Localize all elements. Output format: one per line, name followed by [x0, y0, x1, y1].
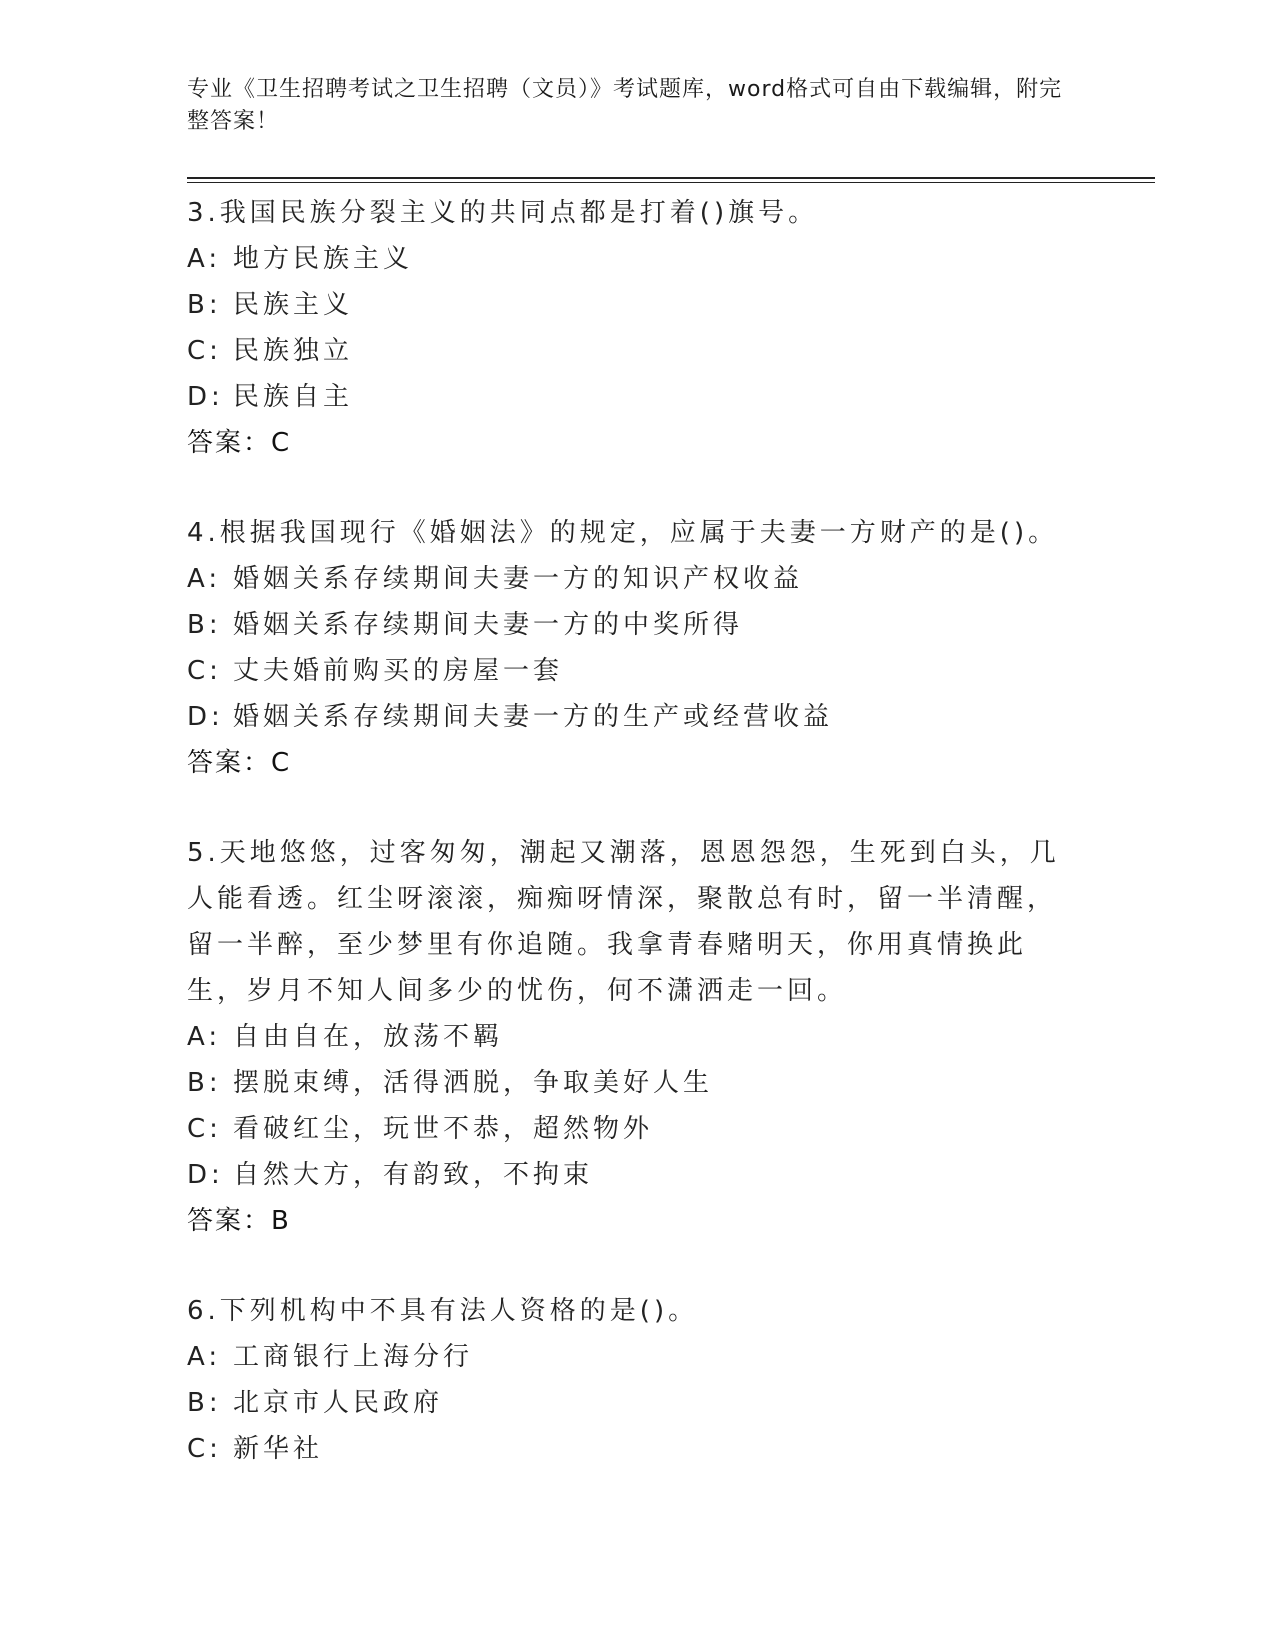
option-text: 婚姻关系存续期间夫妻一方的知识产权收益	[233, 564, 804, 594]
option-key: B:	[187, 1388, 222, 1418]
option-text: 新华社	[233, 1434, 324, 1464]
option-key: A:	[187, 564, 222, 594]
option-a	[187, 556, 1067, 602]
option-text: 婚姻关系存续期间夫妻一方的生产或经营收益	[233, 702, 834, 732]
header-divider-thin	[187, 182, 1155, 183]
option-b	[187, 602, 1067, 648]
option-key: B:	[187, 290, 222, 320]
option-a	[187, 1334, 1067, 1380]
question-stem: 6.下列机构中不具有法人资格的是()。	[187, 1296, 699, 1326]
option-text: 自由自在，放荡不羁	[233, 1022, 504, 1052]
option-text: 看破红尘，玩世不恭，超然物外	[233, 1114, 654, 1144]
option-b	[187, 1380, 1067, 1426]
option-d	[187, 1152, 1067, 1198]
option-text: 丈夫婚前购买的房屋一套	[233, 656, 564, 686]
answer-line: 答案：C	[187, 428, 292, 458]
answer-line: 答案：C	[187, 748, 292, 778]
option-text: 民族独立	[233, 336, 354, 366]
option-text: 摆脱束缚，活得洒脱，争取美好人生	[233, 1068, 714, 1098]
option-c	[187, 1426, 1067, 1472]
option-b	[187, 282, 1067, 328]
header-divider-thick	[187, 177, 1155, 179]
question-4	[187, 510, 1067, 786]
option-key: C:	[187, 336, 222, 366]
option-text: 北京市人民政府	[233, 1388, 444, 1418]
option-c	[187, 1106, 1067, 1152]
question-6	[187, 1288, 1067, 1472]
option-c	[187, 328, 1067, 374]
document-header: 专业《卫生招聘考试之卫生招聘（文员）》考试题库，word格式可自由下载编辑，附完整答案！	[187, 77, 1063, 134]
option-key: D:	[187, 1160, 224, 1190]
option-text: 民族自主	[233, 382, 354, 412]
option-c	[187, 648, 1067, 694]
option-key: A:	[187, 244, 222, 274]
option-d	[187, 694, 1067, 740]
option-key: B:	[187, 610, 222, 640]
question-stem: 4.根据我国现行《婚姻法》的规定，应属于夫妻一方财产的是()。	[187, 518, 1059, 548]
option-text: 工商银行上海分行	[233, 1342, 474, 1372]
question-list	[187, 190, 1067, 1516]
question-3	[187, 190, 1067, 466]
option-key: A:	[187, 1342, 222, 1372]
option-key: C:	[187, 1434, 222, 1464]
option-key: D:	[187, 382, 224, 412]
answer-line: 答案：B	[187, 1206, 291, 1236]
question-stem: 5.天地悠悠，过客匆匆，潮起又潮落，恩恩怨怨，生死到白头，几人能看透。红尘呀滚滚，痴痴呀情深，聚散总有时，留一半清醒，留一半醉，至少梦里有你追随。我拿青春赌明天，你用真情换此生，岁月不知人间多少的忧伤，何不潇洒走一回。	[187, 838, 1060, 1006]
option-key: B:	[187, 1068, 222, 1098]
option-b	[187, 1060, 1067, 1106]
option-key: A:	[187, 1022, 222, 1052]
option-d	[187, 374, 1067, 420]
option-text: 自然大方，有韵致，不拘束	[233, 1160, 594, 1190]
option-key: D:	[187, 702, 224, 732]
option-text: 民族主义	[233, 290, 354, 320]
option-key: C:	[187, 1114, 222, 1144]
option-a	[187, 236, 1067, 282]
option-text: 婚姻关系存续期间夫妻一方的中奖所得	[233, 610, 744, 640]
question-5	[187, 830, 1067, 1244]
question-stem: 3.我国民族分裂主义的共同点都是打着()旗号。	[187, 198, 819, 228]
option-text: 地方民族主义	[233, 244, 414, 274]
option-a	[187, 1014, 1067, 1060]
option-key: C:	[187, 656, 222, 686]
